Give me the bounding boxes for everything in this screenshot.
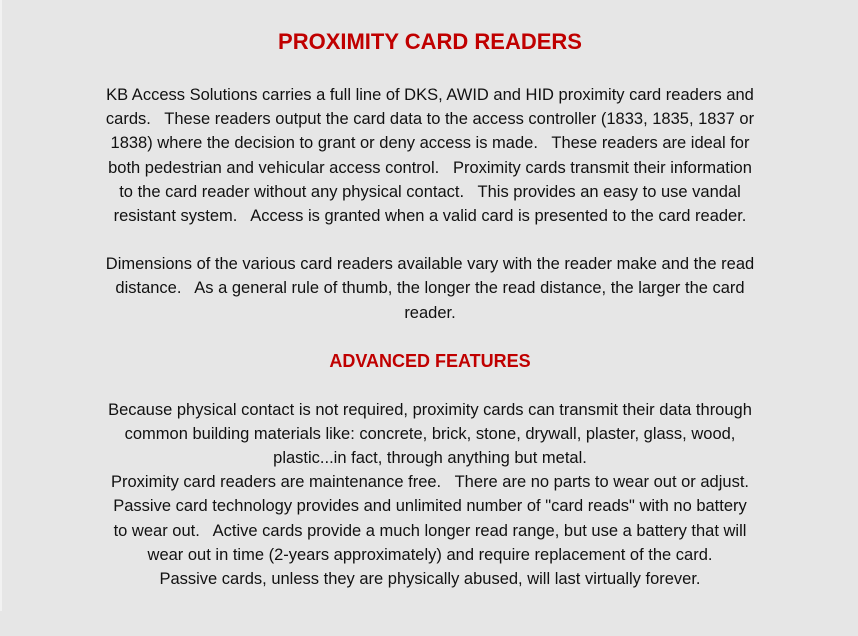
text-line: KB Access Solutions carries a full line of DKS, AWID and HID proximity card readers and: [106, 86, 754, 104]
text-line: Dimensions of the various card readers available vary with the reader make and the read: [105, 255, 755, 274]
text-line: both pedestrian and vehicular access control. Proximity cards transmit their information: [108, 158, 752, 177]
text-line: Proximity card readers are maintenance free. There are no parts to wear out or adjust.: [110, 473, 749, 492]
text-line: 1838) where the decision to grant or deny access is made. These readers are ideal for: [110, 134, 750, 153]
text-line: distance. As a general rule of thumb, the longer the read distance, the larger the card: [115, 279, 745, 298]
intro-paragraph: [2, 83, 858, 228]
text-line: common building materials like: concrete, brick, stone, drywall, plaster, glass, wood,: [124, 424, 736, 443]
features-heading: ADVANCED FEATURES: [329, 350, 531, 371]
content: [2, 0, 858, 611]
features-paragraph: [2, 398, 858, 592]
dimensions-paragraph: [2, 252, 858, 325]
text-line: plastic...in fact, through anything but metal.: [273, 449, 587, 468]
text-line: wear out in time (2-years approximately) and require replacement of the card.: [147, 545, 713, 564]
text-line: to the card reader without any physical contact. This provides an easy to use vandal: [119, 182, 741, 201]
text-line: resistant system. Access is granted when a valid card is presented to the card reader.: [113, 206, 747, 225]
text-line: Because physical contact is not required, proximity cards can transmit their data through: [108, 400, 752, 419]
text-line: Passive cards, unless they are physically abused, will last virtually forever.: [159, 570, 701, 588]
text-line: reader.: [404, 303, 456, 322]
text-line: to wear out. Active cards provide a much longer read range, but use a battery that will: [113, 521, 747, 540]
text-line: Passive card technology provides and unlimited number of "card reads" with no battery: [113, 497, 747, 516]
text-line: cards. These readers output the card data to the access controller (1833, 1835, 1837 or: [105, 110, 755, 129]
page-title: PROXIMITY CARD READERS: [278, 29, 582, 54]
